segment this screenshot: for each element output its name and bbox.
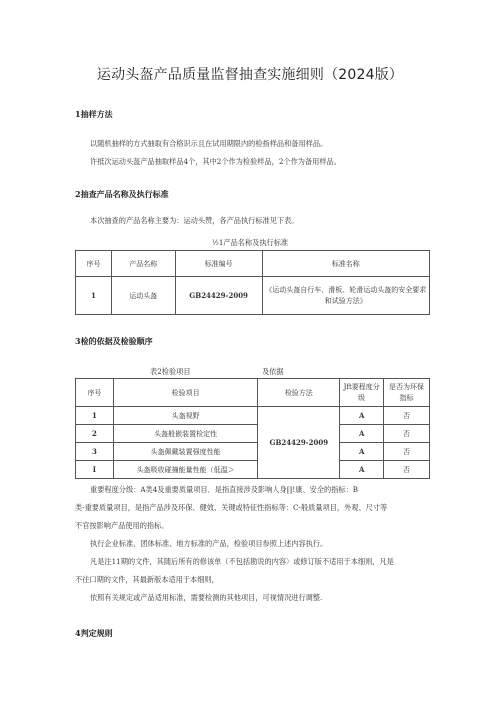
table-2-header-cell: 序号	[76, 379, 114, 407]
table-2-method-cell: GB24429-2009	[258, 407, 340, 479]
notes-line-6: 不往口期的文件，其最新版本适用于本细则，	[75, 575, 219, 584]
table-row	[76, 425, 430, 443]
table-1-header-cell: 序号	[76, 251, 112, 277]
table-2-cell: 头盔吸收碰撞能量性能（低温＞	[113, 461, 258, 479]
table-row	[76, 461, 430, 479]
section-1-line-2: 许抵次运动头盔产品抽取样品4个，其中2个作为检验样品，2个作为备用样品。	[90, 157, 341, 166]
table-1-cell: 运动头盔	[111, 277, 175, 315]
table-2-header-cell: 检验方法	[258, 379, 340, 407]
table-2-cell: 否	[384, 443, 430, 461]
section-1-heading: 1抽样方法	[75, 109, 113, 119]
table-1-caption: ½1产品名称及执行标准	[211, 238, 289, 247]
table-1-header-cell: 产品名称	[111, 251, 175, 277]
table-2-cell: A	[340, 443, 384, 461]
table-2-header-cell: Jft要程度分级	[340, 379, 384, 407]
table-2-cell: 头盔佩戴装置强度性能	[113, 443, 258, 461]
table-2	[75, 378, 430, 479]
table-2-header-row	[76, 379, 430, 407]
table-2-cell: 头盔视野	[113, 407, 258, 425]
table-2-cell: 头盔般嵌装置检定性	[113, 425, 258, 443]
notes-line-2: 类-重要质量项目，是指产品涉及环保、健效、关键或特征性指标等：C-般质量项目，外观、尺寸等	[75, 503, 388, 512]
notes-line-4: 执行企业标准、团体标准、地方标准的产品，检验项目参照上述内容执行。	[90, 539, 328, 548]
section-1-line-1: 以随机抽样的方式抽取有合格识示且在试用期限内的检指样品和备用样品。	[90, 139, 328, 148]
table-1-header-cell: 标准名称	[262, 251, 429, 277]
table-2-cell: A	[340, 425, 384, 443]
notes-line-7: 依照有关规定或产品适用标准，需要检测的其他项目，可视情况进行调整.	[90, 593, 323, 602]
table-2-cell: I	[76, 461, 114, 479]
page-title: 运动头盔产品质量监督抽查实施细则（2024版）	[96, 67, 404, 83]
table-2-cell: 3	[76, 443, 114, 461]
notes-line-5: 凡是注11期的文件，其随后所有的修该单（不包括勘说的内容〉或修订版不适用于本细则，凡是	[90, 557, 394, 566]
table-2-cell: 否	[384, 425, 430, 443]
table-2-header-cell: 检验项目	[113, 379, 258, 407]
section-2-intro: 本次抽查的产品名称主要为：运动头赞，各产品执行标准见下表。	[90, 216, 299, 225]
table-2-caption-suffix: 及依据	[262, 367, 284, 376]
table-1-cell: GB24429-2009	[175, 277, 262, 315]
notes-line-3: 不官按影响产品使用的指标。	[75, 521, 169, 530]
table-row	[76, 407, 430, 425]
table-1	[75, 250, 430, 315]
table-2-cell: 否	[384, 407, 430, 425]
section-3-heading: 3检的依据及检验顺序	[75, 336, 153, 346]
table-1-header-row	[76, 251, 430, 277]
section-2-heading: 2抽查产品名称及执行标准	[75, 189, 169, 199]
table-1-cell: 1	[76, 277, 112, 315]
table-2-cell: 否	[384, 461, 430, 479]
table-2-cell: A	[340, 407, 384, 425]
table-2-cell: 2	[76, 425, 114, 443]
table-2-caption: 表2检验项目	[150, 367, 191, 376]
table-2-header-cell: 是否为环保指标	[384, 379, 430, 407]
table-1-header-cell: 标准编号	[175, 251, 262, 277]
table-1-cell: 《运动头盔自行车、滑板、轮滑运动头盔的安全要求和试验方法》	[262, 277, 429, 315]
table-row	[76, 443, 430, 461]
table-2-cell: 1	[76, 407, 114, 425]
table-row	[76, 277, 430, 315]
table-2-cell: A	[340, 461, 384, 479]
section-4-heading: 4判定规则	[75, 628, 113, 638]
notes-line-1: 重要程度分级：A类4及重要质量项目．是指直接涉及影响人身∏!康、安全的指标：B	[90, 485, 359, 494]
